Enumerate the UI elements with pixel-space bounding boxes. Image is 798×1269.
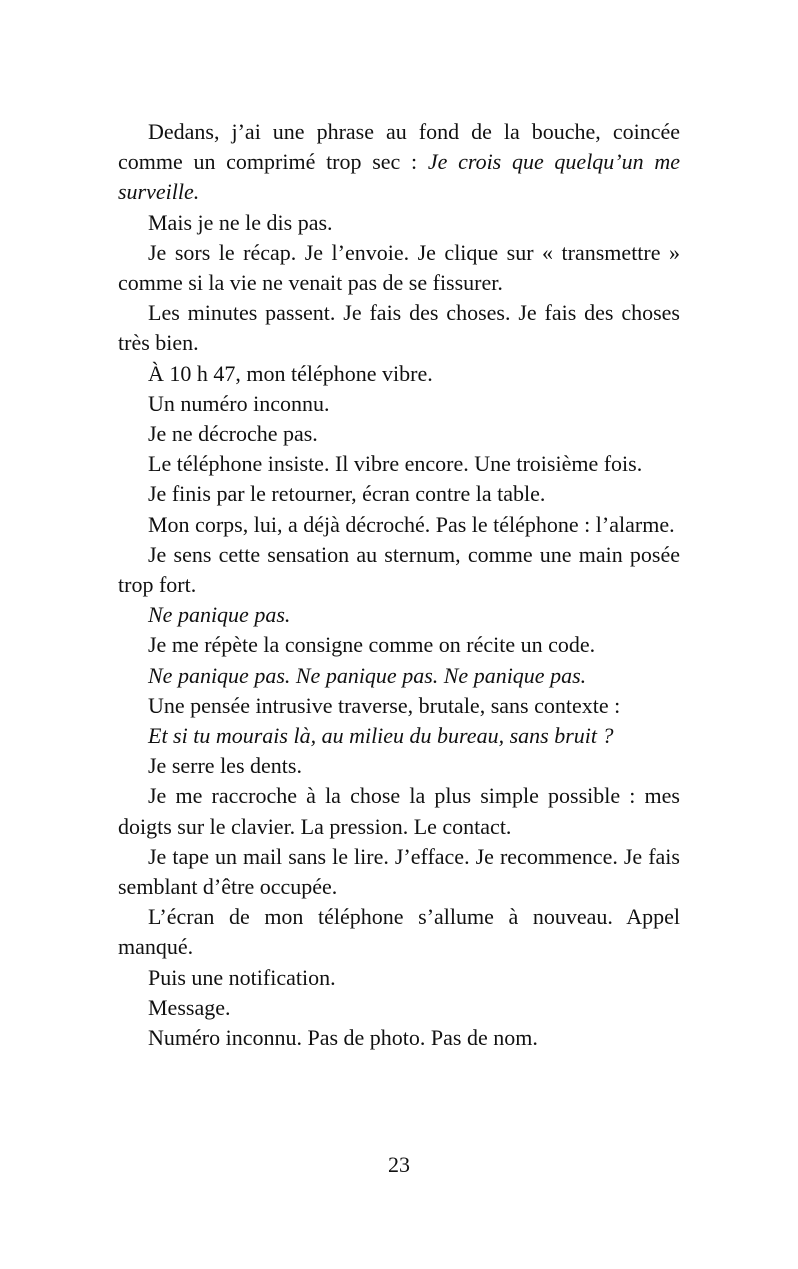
- paragraph: [118, 781, 680, 841]
- text-run: Je me raccroche à la chose la plus simple possible : mes doigts sur le clavier. La pression. Le contact.: [118, 783, 680, 839]
- paragraph: [118, 449, 680, 479]
- text-run: Mais je ne le dis pas.: [148, 209, 333, 235]
- text-run: Numéro inconnu. Pas de photo. Pas de nom.: [148, 1025, 538, 1051]
- text-run: Puis une notification.: [148, 964, 336, 990]
- text-run: Les minutes passent. Je fais des choses. Je fais des choses très bien.: [118, 300, 680, 356]
- text-run: Je sens cette sensation au sternum, comme une main posée trop fort.: [118, 541, 680, 598]
- paragraph: [118, 842, 680, 902]
- page-number: 23: [388, 1152, 410, 1177]
- italic-text: Et si tu mourais là, au milieu du bureau, sans bruit ?: [148, 723, 614, 749]
- paragraph: [118, 479, 680, 509]
- paragraph: [118, 993, 680, 1023]
- text-run: Dedans, j’ai une phrase au fond de la bouche, coincée comme un comprimé trop sec :: [118, 119, 680, 175]
- text-run: Un numéro inconnu.: [148, 390, 330, 416]
- text-run: Je ne décroche pas.: [148, 421, 318, 447]
- text-run: Message.: [148, 994, 231, 1020]
- paragraph: [118, 1023, 680, 1053]
- text-run: Je sors le récap. Je l’envoie. Je clique sur « transmettre » comme si la vie ne venait pas de se fissurer.: [118, 239, 680, 296]
- italic-text: Ne panique pas.: [148, 602, 291, 628]
- text-run: Le téléphone insiste. Il vibre encore. Une troisième fois.: [148, 451, 643, 477]
- paragraph: [118, 661, 680, 691]
- text-run: Je finis par le retourner, écran contre la table.: [148, 481, 546, 507]
- body-text: [118, 117, 680, 1053]
- paragraph: [118, 630, 680, 660]
- paragraph: [118, 419, 680, 449]
- text-run: À 10 h 47, mon téléphone vibre.: [148, 360, 433, 386]
- paragraph: [118, 751, 680, 781]
- paragraph: [118, 208, 680, 238]
- text-run: Je me répète la consigne comme on récite un code.: [148, 632, 596, 658]
- paragraph: [118, 721, 680, 751]
- text-run: Une pensée intrusive traverse, brutale, sans contexte :: [148, 692, 621, 718]
- text-run: Mon corps, lui, a déjà décroché. Pas le téléphone : l’alarme.: [148, 511, 675, 537]
- paragraph: [118, 389, 680, 419]
- text-run: L’écran de mon téléphone s’allume à nouveau. Appel manqué.: [118, 904, 680, 960]
- paragraph: [118, 298, 680, 358]
- text-run: Je serre les dents.: [148, 753, 302, 779]
- paragraph: [118, 238, 680, 298]
- paragraph: [118, 600, 680, 630]
- paragraph: [118, 359, 680, 389]
- paragraph: [118, 963, 680, 993]
- italic-text: Je crois que quelqu’un me surveille.: [118, 149, 680, 205]
- paragraph: [118, 117, 680, 208]
- italic-text: Ne panique pas. Ne panique pas. Ne panique pas.: [148, 662, 587, 688]
- paragraph: [118, 510, 680, 540]
- paragraph: [118, 902, 680, 962]
- paragraph: [118, 540, 680, 600]
- text-run: Je tape un mail sans le lire. J’efface. Je recommence. Je fais semblant d’être occupée.: [118, 843, 680, 900]
- paragraph: [118, 691, 680, 721]
